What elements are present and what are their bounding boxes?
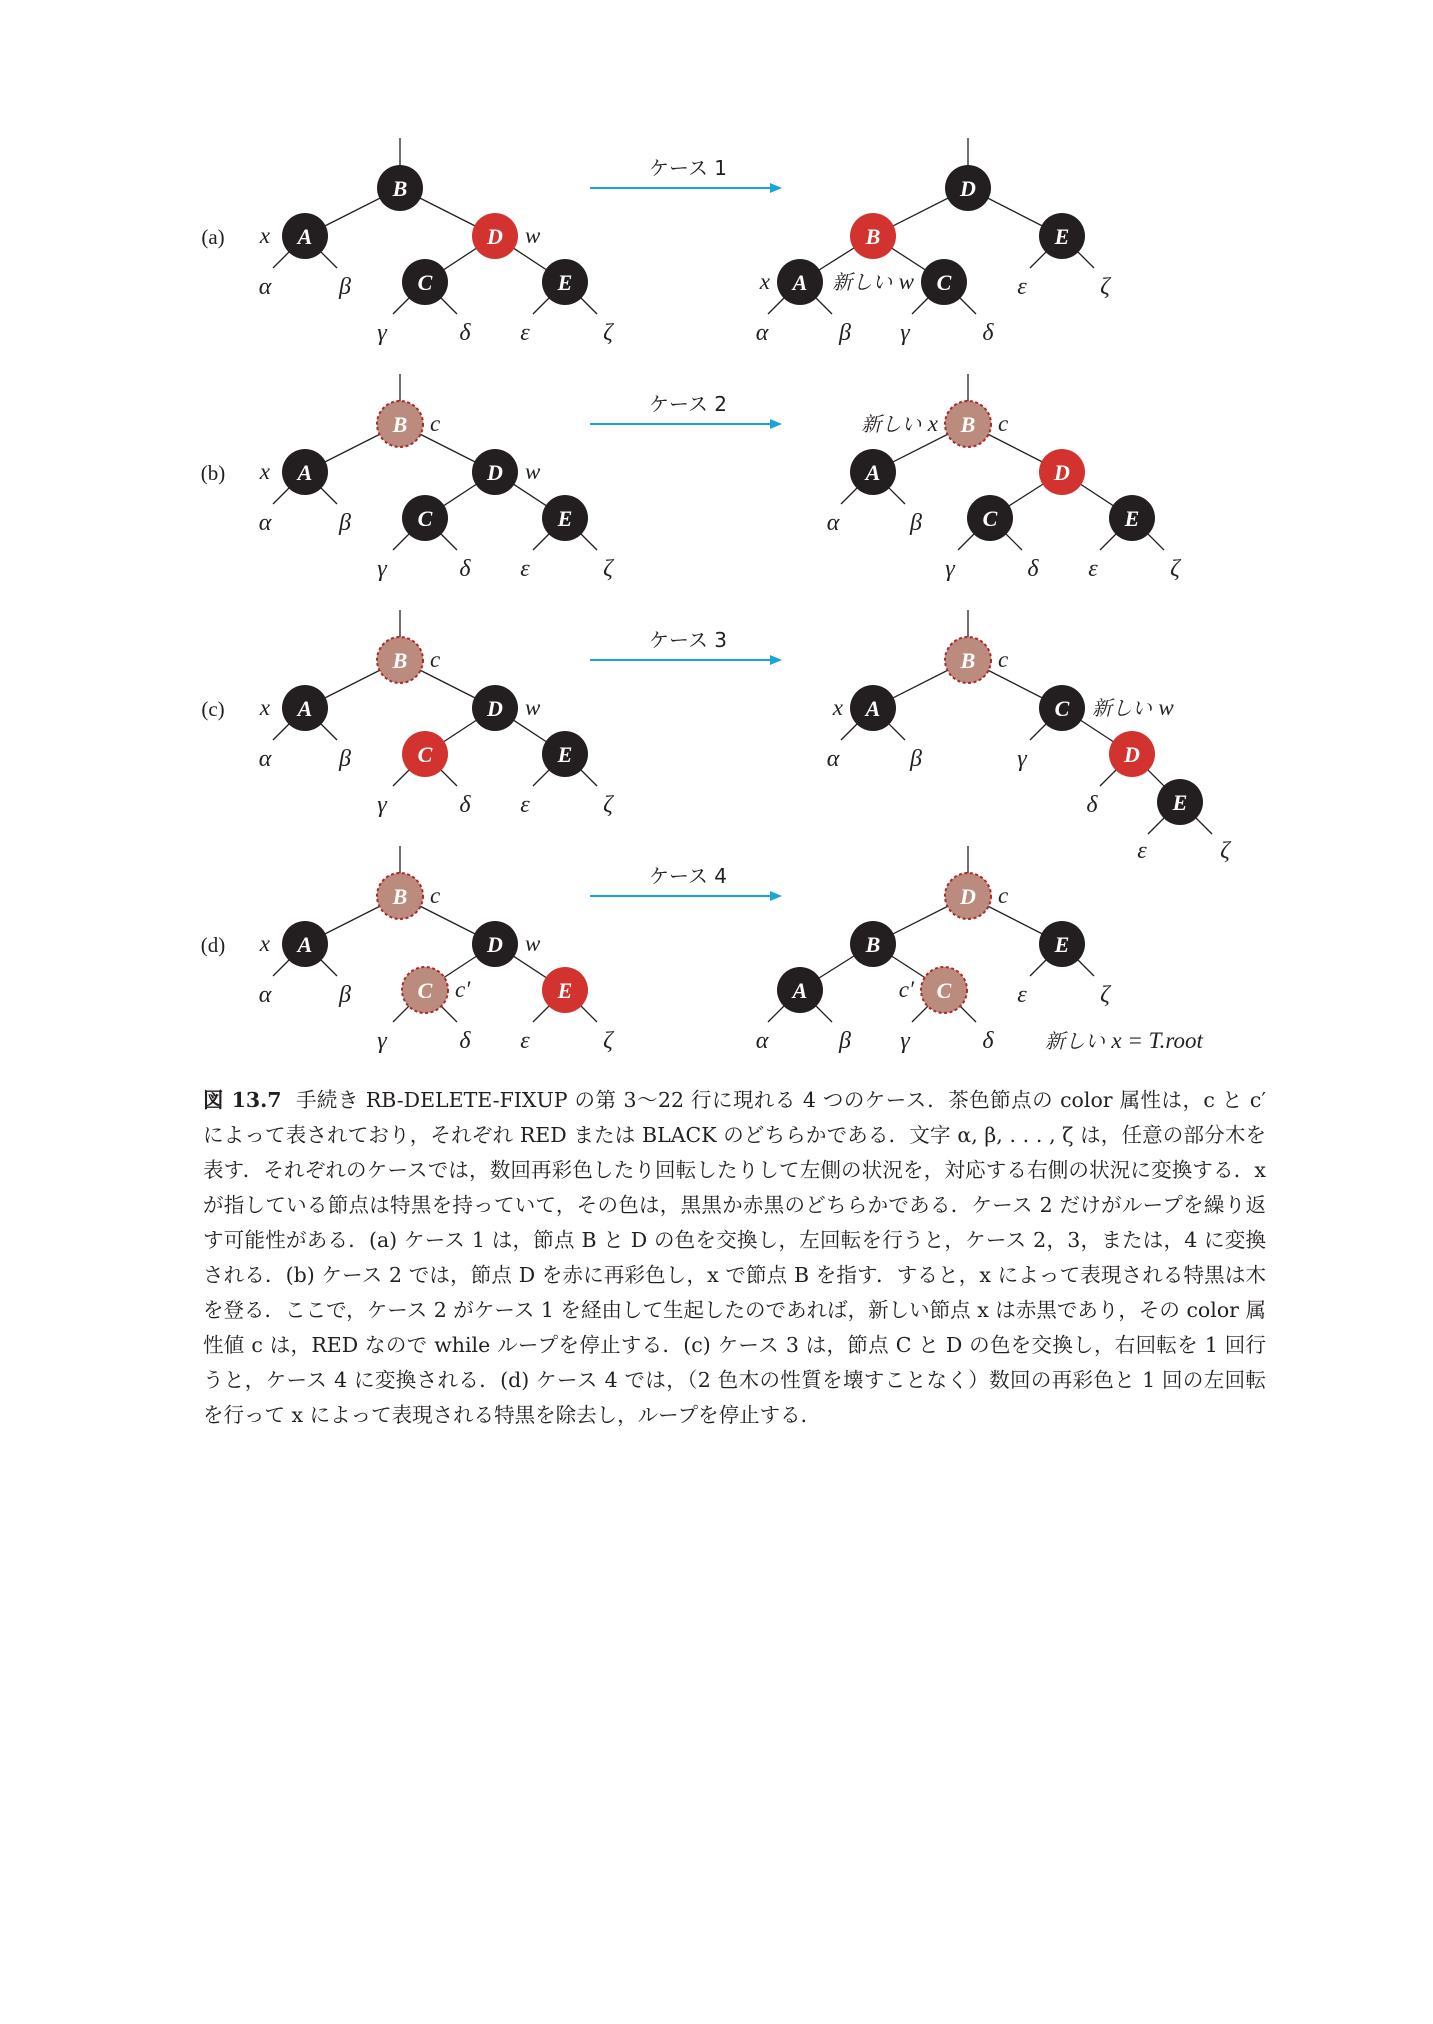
row-d-left-annotation: c [430,883,441,908]
row-b-right-subtree-label: ε [1088,556,1098,582]
row-c-right-node-label: C [1054,696,1070,721]
row-b-left-subtree-label: ζ [603,556,613,582]
caption-text: 手続き RB-DELETE-FIXUP の第 3〜22 行に現れる 4 つのケース．茶色節点の color 属性は，c と c′ によって表されており，それぞれ RED または BLACK のどちらかである．文字 α, β, . . . , ζ は，任意の部分木を表す．それぞれのケースでは，数回再彩色したり回転したりして左側の状況を，対応する右側の状況に変換する．x が指している節点は特黒を持っていて，その色は，黒黒か赤黒のどちらかである．ケース 2 だけがループを繰り返す可能性がある．(a) ケース 1 は，節点 B と D の色を交換し，左回転を行うと，ケース 2，3，または，4 に変換される．(b) ケース 2 では，節点 D を赤に再彩色し，x で節点 B を指す．すると，x によって表現される特黒は木を登る．ここで，ケース 2 がケース 1 を経由して生起したのであれば，新しい節点 x は赤黒であり，その color 属性値 c は，RED なので while ループを停止する．(c) ケース 3 は，節点 C と D の色を交換し，右回転を 1 回行うと，ケース 4 に変換される．(d) ケース 4 では，（2 色木の性質を壊すことなく）数回の再彩色と 1 回の左回転を行って x によって表現される特黒を除去し，ループを停止する． [203,1088,1266,1427]
row-b-left-subtree-label: β [339,510,351,536]
row-b-right-node-label: B [960,412,976,437]
row-b-left-subtree-label: α [258,510,272,536]
row-c-right-subtree-label: α [826,746,840,772]
row-d-right-subtree-label: ε [1017,982,1027,1008]
row-d-right-subtree-label: α [755,1028,769,1054]
row-a-left-subtree-label: α [258,274,272,300]
row-a-right-node-label: D [960,176,976,201]
row-d-left-subtree-label: β [339,982,351,1008]
row-b-left-annotation: c [430,411,441,436]
row-d-case-label: ケース 4 [648,864,728,888]
row-c-right-node-label: E [1172,790,1188,815]
row-d-right-subtree-label: β [839,1028,851,1054]
row-b-left-node-label: B [392,412,408,437]
figure-number: 図 13.7 [203,1088,282,1112]
row-a-left-subtree-label: δ [459,320,471,346]
row-c-left-node-label: C [417,742,433,767]
row-d-right-subtree-label: γ [900,1028,910,1054]
row-c-right-node-label: A [865,696,881,721]
row-b-right-subtree-label: α [826,510,840,536]
row-c-left-node-label: A [297,696,313,721]
row-a-label: (a) [201,225,225,249]
row-c-right-subtree-label: ζ [1220,838,1230,864]
row-b-label: (b) [200,461,226,485]
row-d-left-subtree-label: ζ [603,1028,613,1054]
row-d-right-node-label: A [792,978,808,1003]
row-c-label: (c) [201,697,225,721]
row-d-left-node-label: E [557,978,573,1003]
row-d-root-note: 新しい x = T.root [1045,1028,1203,1053]
row-c-right-subtree-label: γ [1017,746,1027,772]
row-d-left-annotation: c′ [455,977,471,1002]
row-d-right-annotation: c′ [898,977,914,1002]
row-a-right-node-label: E [1054,224,1070,249]
row-d-left-annotation: x [259,931,270,956]
row-a-right-subtree-label: δ [982,320,994,346]
row-a-right-annotation: x [759,269,770,294]
row-c-left-subtree-label: β [339,746,351,772]
row-a-right-annotation: 新しい w [832,269,914,294]
row-d-left-annotation: w [525,931,541,956]
row-d-left-subtree-label: δ [459,1028,471,1054]
row-c-left-subtree-label: ζ [603,792,613,818]
row-b-left-annotation: w [525,459,541,484]
row-b-right-subtree-label: ζ [1170,556,1180,582]
row-c-left-annotation: w [525,695,541,720]
row-c-right-annotation: 新しい w [1092,695,1174,720]
row-c-left-annotation: x [259,695,270,720]
row-c-case-label: ケース 3 [648,628,728,652]
row-b-left-annotation: x [259,459,270,484]
row-c-right-annotation: x [832,695,843,720]
row-c-right-node-label: B [960,648,976,673]
row-b-left-subtree-label: δ [459,556,471,582]
row-a-right-node-label: B [865,224,881,249]
row-c-right-subtree-label: β [910,746,922,772]
row-b-left-node-label: E [557,506,573,531]
row-a-left-annotation: x [259,223,270,248]
row-a-right-subtree-label: β [839,320,851,346]
row-c-left-subtree-label: γ [377,792,387,818]
row-d-right-subtree-label: ζ [1100,982,1110,1008]
row-c-right-node-label: D [1124,742,1140,767]
row-d-left-node-label: D [487,932,503,957]
row-a-left-annotation: w [525,223,541,248]
row-b-left-subtree-label: γ [377,556,387,582]
row-a-left-node-label: D [487,224,503,249]
row-a-left-node-label: B [392,176,408,201]
row-c-left-subtree-label: α [258,746,272,772]
row-a-left-subtree-label: ζ [603,320,613,346]
row-d-right-node-label: D [960,884,976,909]
row-b-left-node-label: D [487,460,503,485]
row-c-right-subtree-label: ε [1137,838,1147,864]
row-d-right-annotation: c [998,883,1009,908]
row-a-right-node-label: A [792,270,808,295]
row-d-right-subtree-label: δ [982,1028,994,1054]
row-d-left-node-label: C [417,978,433,1003]
row-b-right-subtree-label: β [910,510,922,536]
row-a-left-node-label: E [557,270,573,295]
row-c-left-subtree-label: δ [459,792,471,818]
row-d-left-node-label: A [297,932,313,957]
row-c-left-node-label: B [392,648,408,673]
row-a-left-subtree-label: ε [520,320,530,346]
row-b-left-node-label: C [417,506,433,531]
row-d-right-node-label: C [936,978,952,1003]
row-a-right-subtree-label: α [755,320,769,346]
row-d-left-node-label: B [392,884,408,909]
row-a-case-label: ケース 1 [648,156,728,180]
figure-caption [203,1083,1266,1433]
row-d-label: (d) [200,933,226,957]
row-a-right-subtree-label: ζ [1100,274,1110,300]
row-b-case-label: ケース 2 [648,392,728,416]
row-d-left-subtree-label: ε [520,1028,530,1054]
row-c-left-node-label: E [557,742,573,767]
row-b-right-annotation: c [998,411,1009,436]
row-b-right-subtree-label: δ [1027,556,1039,582]
row-a-left-node-label: A [297,224,313,249]
row-b-right-node-label: E [1124,506,1140,531]
row-d-left-subtree-label: α [258,982,272,1008]
row-c-left-subtree-label: ε [520,792,530,818]
row-a-left-subtree-label: γ [377,320,387,346]
row-d-right-node-label: E [1054,932,1070,957]
row-b-right-annotation: 新しい x [861,411,938,436]
row-d-left-subtree-label: γ [377,1028,387,1054]
row-b-left-subtree-label: ε [520,556,530,582]
row-a-right-node-label: C [936,270,952,295]
row-c-right-subtree-label: δ [1086,792,1098,818]
row-c-left-node-label: D [487,696,503,721]
row-b-left-node-label: A [297,460,313,485]
row-c-left-annotation: c [430,647,441,672]
row-b-right-node-label: D [1054,460,1070,485]
row-a-right-subtree-label: ε [1017,274,1027,300]
row-b-right-node-label: C [982,506,998,531]
row-b-right-node-label: A [865,460,881,485]
row-a-right-subtree-label: γ [900,320,910,346]
row-a-left-node-label: C [417,270,433,295]
row-b-right-subtree-label: γ [945,556,955,582]
row-a-left-subtree-label: β [339,274,351,300]
row-c-right-annotation: c [998,647,1009,672]
row-d-right-node-label: B [865,932,881,957]
